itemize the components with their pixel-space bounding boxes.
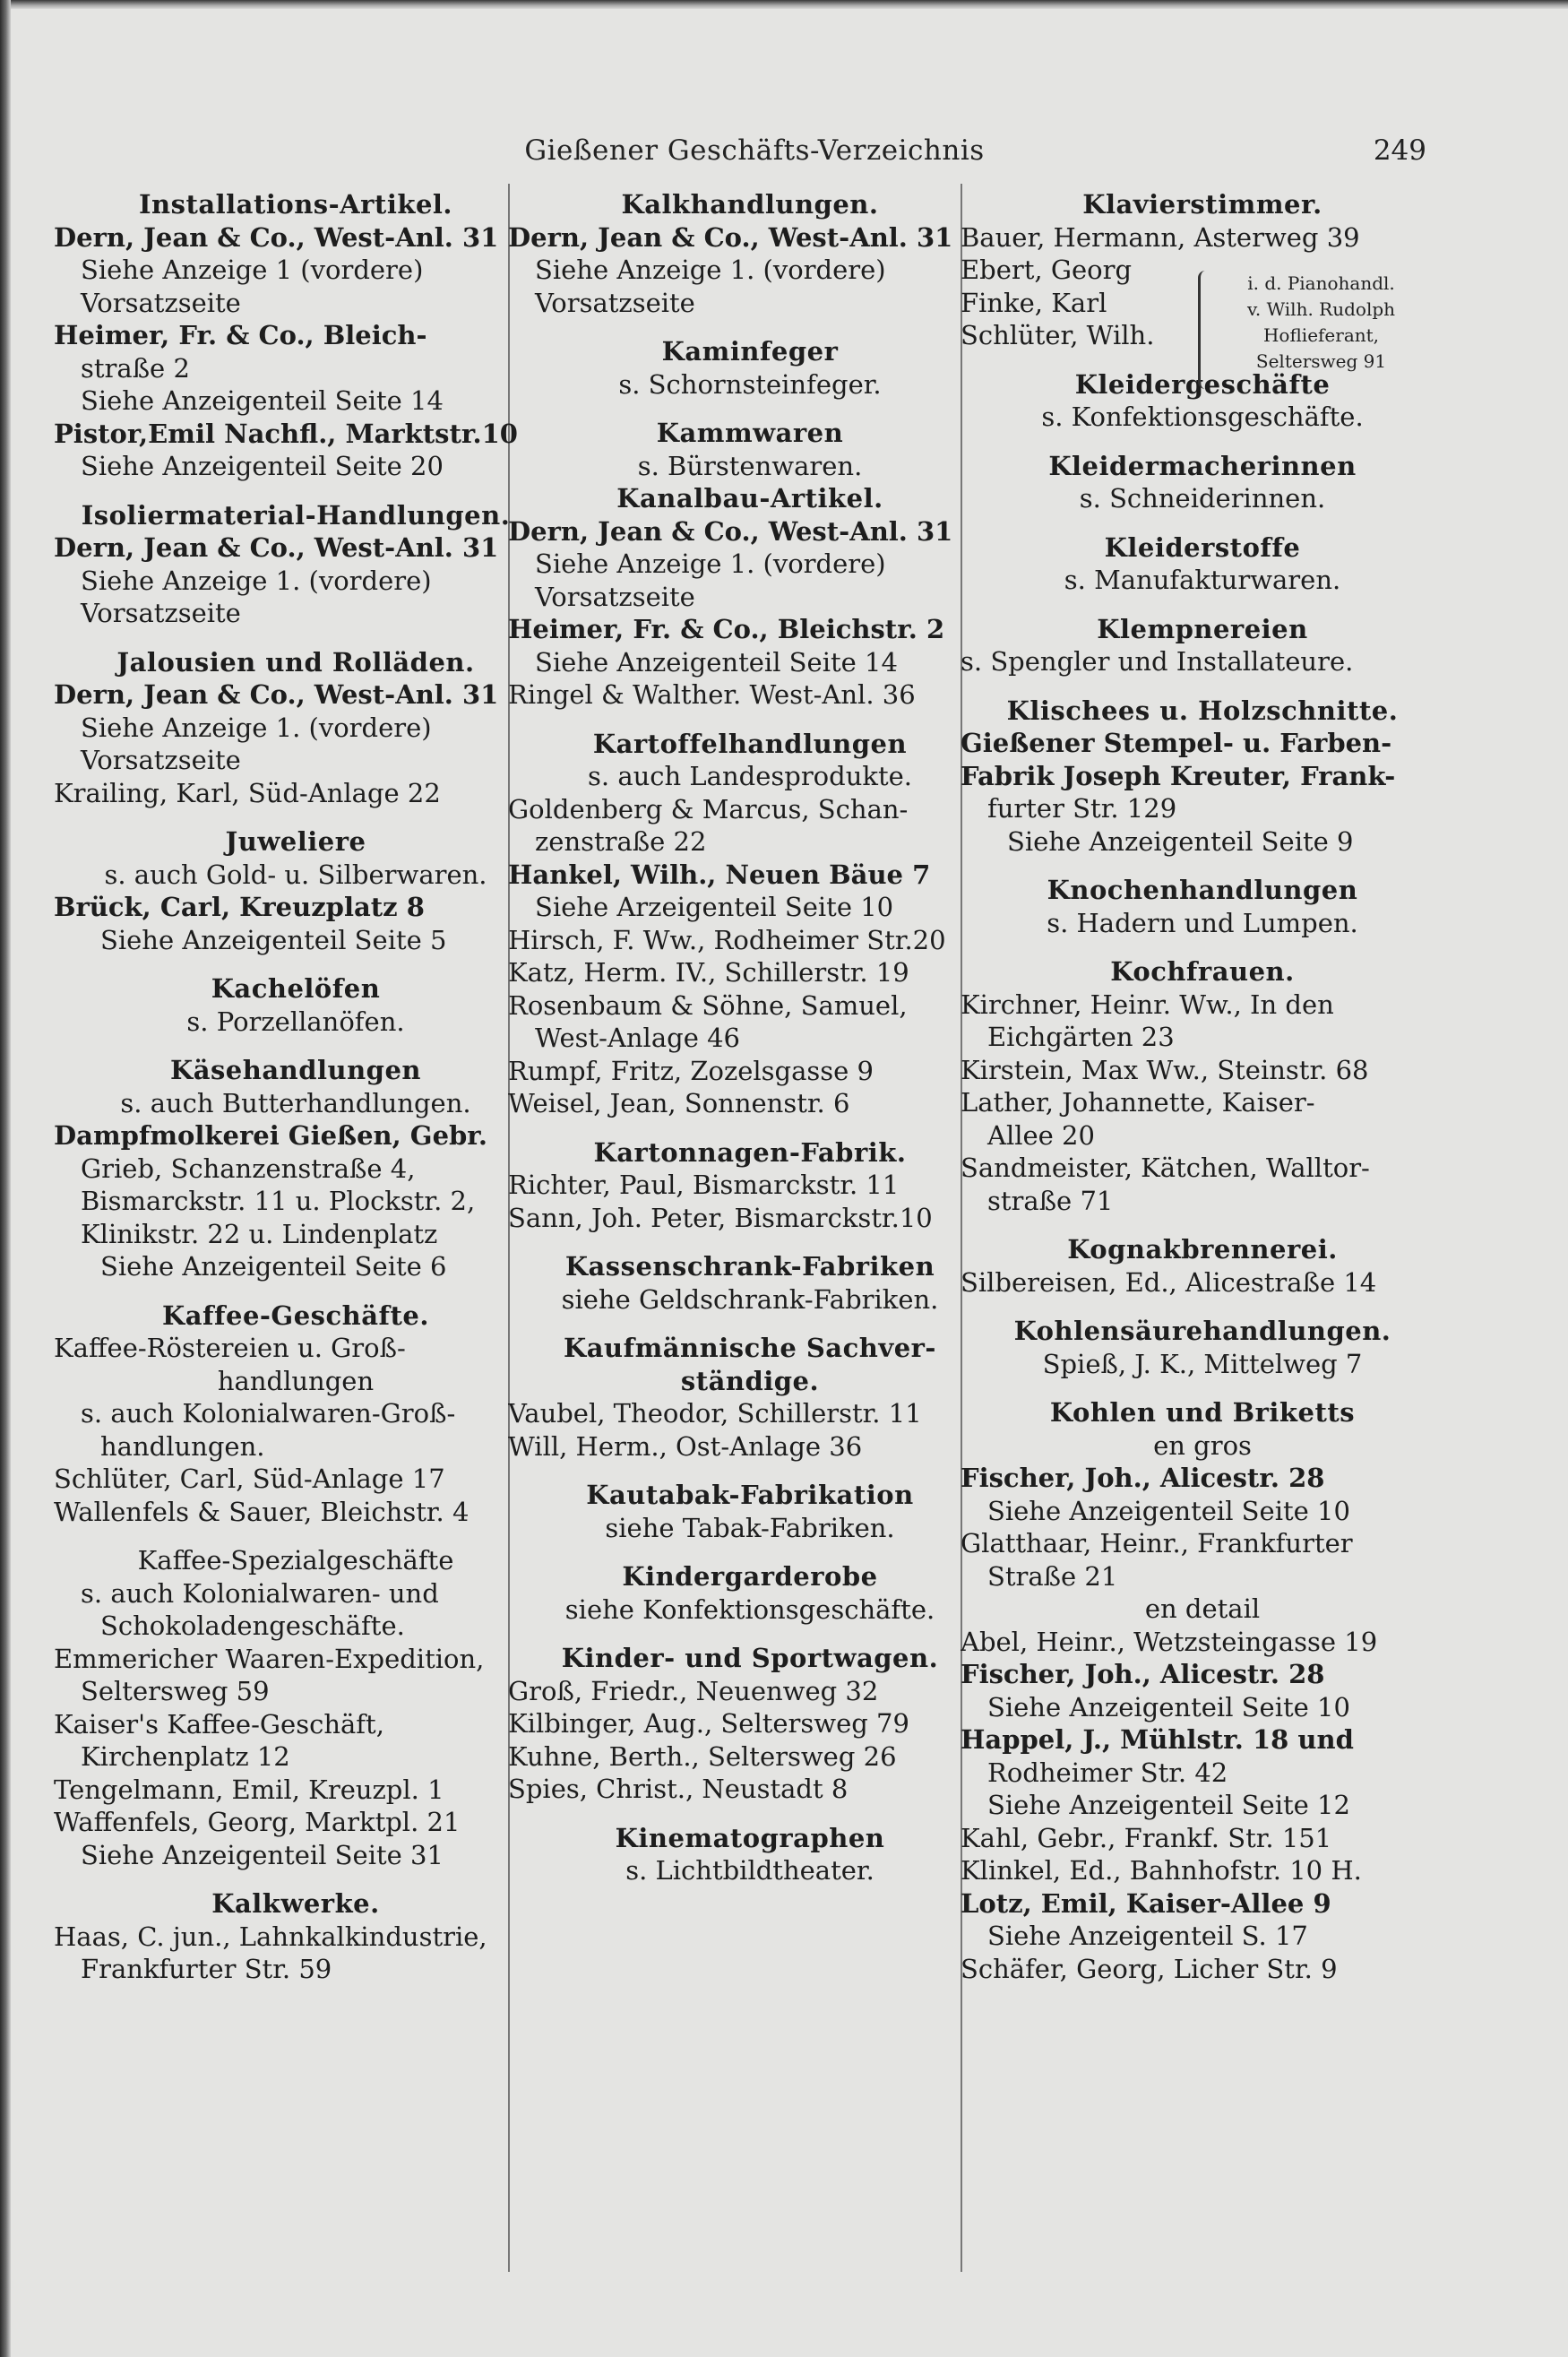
advertiser-entry: Heimer, Fr. & Co., Bleich-: [54, 320, 427, 350]
spacer: [54, 956, 538, 972]
entry-line: Bauer, Hermann, Asterweg 39: [961, 221, 1360, 253]
brace-note-line: i. d. Pianohandl.: [1247, 272, 1395, 294]
cross-reference: Spieß, J. K., Mittelweg 7: [1042, 1348, 1363, 1379]
entry-line: Grieb, Schanzenstraße 4,: [81, 1153, 416, 1184]
cross-reference: en detail: [1144, 1593, 1261, 1624]
spacer: [508, 401, 992, 417]
advertiser-entry: Heimer, Fr. & Co., Bleichstr. 2: [508, 614, 945, 644]
brace-note-line: v. Wilh. Rudolph: [1246, 298, 1396, 320]
entry-line: Siehe Anzeige 1. (vordere): [535, 548, 886, 579]
cross-reference: s. Bürstenwaren.: [637, 450, 863, 481]
entry-line: Kaiser's Kaffee-Geschäft,: [54, 1708, 384, 1740]
category-heading: Kammwaren: [656, 418, 844, 448]
category-heading: Käsehandlungen: [169, 1055, 421, 1085]
cross-reference: s. Porzellanöfen.: [186, 1006, 405, 1037]
category-heading: Klischees u. Holzschnitte.: [1006, 695, 1399, 726]
entry-line: Siehe Anzeige 1. (vordere): [81, 565, 432, 596]
entry-line: Vorsatzseite: [81, 745, 241, 775]
category-heading: Kartoffelhandlungen: [592, 728, 908, 759]
entry-line: Lather, Johannette, Kaiser-: [961, 1087, 1315, 1118]
entry-line: s. auch Kolonialwaren- und: [81, 1577, 439, 1609]
cross-reference: s. Schornsteinfeger.: [618, 368, 882, 400]
entry-line: West-Anlage 46: [535, 1023, 740, 1053]
entry-line: zenstraße 22: [535, 826, 707, 857]
entry-line: Vorsatzseite: [81, 598, 241, 628]
klavierstimmer-brace-group: [961, 265, 1444, 396]
advertiser-entry: Dern, Jean & Co., West-Anl. 31: [54, 532, 499, 563]
entry-line: Haas, C. jun., Lahnkalkindustrie,: [54, 1921, 487, 1952]
entry-line: Will, Herm., Ost-Anlage 36: [508, 1430, 863, 1462]
curly-brace: [1198, 271, 1215, 389]
category-heading: Kognakbrennerei.: [1067, 1234, 1338, 1265]
advertiser-entry: Dern, Jean & Co., West-Anl. 31: [508, 515, 953, 547]
cross-reference: s. Konfektionsgeschäfte.: [1041, 401, 1364, 432]
entry-line: Krailing, Karl, Süd-Anlage 22: [54, 777, 441, 808]
category-heading: Isoliermaterial-Handlungen.: [81, 499, 511, 531]
category-heading: Kalkwerke.: [211, 1888, 380, 1919]
entry-line: Hirsch, F. Ww., Rodheimer Str.20: [508, 924, 946, 955]
entry-line: Siehe Anzeigenteil S. 17: [987, 1921, 1308, 1951]
spacer: [508, 319, 992, 335]
page-binding-edge: [0, 0, 11, 2357]
category-heading: Kautabak-Fabrikation: [586, 1480, 914, 1510]
category-heading: Kinematographen: [615, 1822, 885, 1853]
entry-line: Vorsatzseite: [535, 581, 695, 612]
entry-line: Eichgärten 23: [987, 1022, 1175, 1052]
spacer: [961, 434, 1444, 450]
advertiser-entry: Fischer, Joh., Alicestr. 28: [961, 1463, 1325, 1493]
entry-line: Kirstein, Max Ww., Steinstr. 68: [961, 1054, 1369, 1085]
spacer: [508, 1544, 992, 1560]
spacer: [508, 712, 992, 728]
entry-line: straße 2: [81, 352, 190, 384]
entry-line: Waffenfels, Georg, Marktpl. 21: [54, 1807, 461, 1837]
entry-line: Vorsatzseite: [535, 287, 695, 318]
entry-line: Glatthaar, Heinr., Frankfurter: [961, 1528, 1353, 1558]
cross-reference: siehe Konfektionsgeschäfte.: [564, 1593, 935, 1625]
advertiser-entry: Dern, Jean & Co., West-Anl. 31: [54, 221, 499, 253]
category-heading: Jalousien und Rolläden.: [116, 646, 475, 678]
advertiser-entry: Dern, Jean & Co., West-Anl. 31: [508, 221, 953, 253]
cross-reference: s. auch Landesprodukte.: [588, 761, 912, 791]
entry-line: Schlüter, Carl, Süd-Anlage 17: [54, 1463, 445, 1494]
entry-line: Siehe Anzeigenteil Seite 9: [1007, 825, 1354, 857]
entry-line: Vorsatzseite: [81, 287, 241, 318]
entry-line: Kirchner, Heinr. Ww., In den: [961, 989, 1334, 1020]
entry-line: Klinkel, Ed., Bahnhofstr. 10 H.: [961, 1855, 1362, 1886]
entry-line: Ebert, Georg: [961, 255, 1133, 285]
entry-line: Siehe Anzeigenteil Seite 20: [81, 451, 444, 481]
spacer: [961, 515, 1444, 531]
spacer: [508, 1806, 992, 1822]
entry-line: Siehe Arzeigenteil Seite 10: [535, 892, 894, 922]
entry-line: Rumpf, Fritz, Zozelsgasse 9: [508, 1055, 874, 1086]
category-heading: Kindergarderobe: [622, 1561, 878, 1592]
page-number: 249: [1373, 134, 1426, 167]
spacer: [54, 630, 538, 646]
category-heading: Kassenschrank-Fabriken: [564, 1251, 935, 1282]
category-heading: Kochfrauen.: [1110, 956, 1295, 987]
spacer: [961, 597, 1444, 613]
entry-line: Bismarckstr. 11 u. Plockstr. 2,: [81, 1186, 476, 1216]
spacer: [508, 1626, 992, 1642]
spacer: [961, 1380, 1444, 1396]
entry-line: Kirchenplatz 12: [81, 1741, 290, 1772]
entry-line: Kuhne, Berth., Seltersweg 26: [508, 1740, 897, 1772]
advertiser-entry: Brück, Carl, Kreuzplatz 8: [54, 892, 425, 922]
spacer: [508, 1463, 992, 1479]
entry-line: Klinikstr. 22 u. Lindenplatz: [81, 1218, 438, 1249]
cross-reference: siehe Geldschrank-Fabriken.: [561, 1283, 939, 1315]
entry-line: Sandmeister, Kätchen, Walltor-: [961, 1153, 1370, 1183]
entry-line: Schlüter, Wilh.: [961, 320, 1155, 350]
spacer: [508, 1316, 992, 1332]
category-heading: Kaufmännische Sachver-: [564, 1333, 936, 1363]
cross-reference: s. Schneiderinnen.: [1079, 483, 1326, 514]
cross-reference: s. Manufakturwaren.: [1064, 565, 1341, 595]
category-heading: Kachelöfen: [211, 973, 381, 1004]
entry-line: Siehe Anzeige 1 (vordere): [81, 255, 424, 285]
cross-reference: s. auch Butterhandlungen.: [120, 1087, 471, 1118]
entry-line: Straße 21: [987, 1560, 1118, 1592]
brace-note-line: Seltersweg 91: [1255, 350, 1387, 372]
cross-reference: s. Lichtbildtheater.: [625, 1855, 874, 1886]
cross-reference: s. auch Gold- u. Silberwaren.: [104, 859, 487, 890]
entry-line: straße 71: [987, 1185, 1114, 1216]
spacer: [54, 1871, 538, 1887]
category-heading: Klempnereien: [1097, 613, 1308, 644]
entry-line: Finke, Karl: [961, 287, 1107, 318]
entry-line: Spies, Christ., Neustadt 8: [508, 1774, 849, 1804]
entry-line: Siehe Anzeigenteil Seite 10: [987, 1691, 1350, 1722]
entry-line: Rosenbaum & Söhne, Samuel,: [508, 989, 908, 1021]
advertiser-entry: Dern, Jean & Co., West-Anl. 31: [54, 679, 499, 710]
entry-line: Siehe Anzeigenteil Seite 14: [535, 646, 898, 678]
directory-column-1: [54, 188, 538, 1986]
advertiser-entry: Lotz, Emil, Kaiser-Allee 9: [961, 1887, 1331, 1919]
category-heading: Kohlensäurehandlungen.: [1013, 1316, 1391, 1346]
advertiser-entry: Happel, J., Mühlstr. 18 und: [961, 1724, 1354, 1755]
entry-line: Silbereisen, Ed., Alicestraße 14: [961, 1266, 1377, 1298]
entry-line: Katz, Herm. IV., Schillerstr. 19: [508, 957, 909, 988]
entry-line: Kaffee-Röstereien u. Groß-: [54, 1333, 406, 1363]
brace-note: [1220, 271, 1422, 375]
entry-line: s. Spengler und Installateure.: [961, 646, 1354, 677]
spacer: [54, 1283, 538, 1299]
spacer: [508, 1234, 992, 1250]
entry-line: furter Str. 129: [987, 793, 1177, 824]
entry-line: Siehe Anzeigenteil Seite 31: [81, 1839, 444, 1870]
spacer: [54, 1038, 538, 1054]
cross-reference: s. Hadern und Lumpen.: [1047, 907, 1358, 938]
advertiser-entry: Hankel, Wilh., Neuen Bäue 7: [508, 859, 931, 890]
entry-line: Richter, Paul, Bismarckstr. 11: [508, 1170, 900, 1200]
spacer: [961, 939, 1444, 955]
entry-line: Frankfurter Str. 59: [81, 1954, 332, 1984]
entry-line: Kilbinger, Aug., Seltersweg 79: [508, 1708, 909, 1739]
entry-line: Vaubel, Theodor, Schillerstr. 11: [508, 1398, 922, 1429]
running-header: Gießener Geschäfts-Verzeichnis: [524, 134, 985, 167]
entry-line: Abel, Heinr., Wetzsteingasse 19: [961, 1626, 1378, 1657]
entry-line: Schäfer, Georg, Licher Str. 9: [961, 1953, 1338, 1984]
category-heading: Kaminfeger: [661, 336, 839, 367]
advertiser-entry: Gießener Stempel- u. Farben-: [961, 728, 1392, 758]
category-heading: Kartonnagen-Fabrik.: [593, 1136, 907, 1168]
entry-line: Siehe Anzeige 1. (vordere): [81, 712, 432, 743]
advertiser-entry: Dampfmolkerei Gießen, Gebr.: [54, 1120, 488, 1151]
spacer: [961, 858, 1444, 874]
entry-line: handlungen.: [100, 1430, 265, 1462]
entry-line: Goldenberg & Marcus, Schan-: [508, 793, 909, 825]
entry-line: Ringel & Walther. West-Anl. 36: [508, 679, 916, 710]
entry-line: Siehe Anzeigenteil Seite 6: [100, 1251, 447, 1282]
cross-reference: en gros: [1153, 1429, 1252, 1461]
category-heading: ständige.: [680, 1365, 820, 1396]
spacer: [508, 1120, 992, 1136]
entry-line: Weisel, Jean, Sonnenstr. 6: [508, 1088, 850, 1118]
entry-line: Seltersweg 59: [81, 1676, 270, 1706]
category-heading: Kleiderstoffe: [1104, 531, 1301, 563]
entry-line: Rodheimer Str. 42: [987, 1757, 1228, 1788]
advertiser-entry: Fischer, Joh., Alicestr. 28: [961, 1659, 1325, 1689]
category-heading: Knochenhandlungen: [1047, 875, 1358, 905]
spacer: [54, 809, 538, 825]
entry-line: Wallenfels & Sauer, Bleichstr. 4: [54, 1496, 470, 1527]
spacer: [961, 1217, 1444, 1233]
entry-line: Emmericher Waaren-Expedition,: [54, 1643, 485, 1674]
category-heading: Kleidergeschäfte: [1074, 368, 1331, 400]
category-heading: Kanalbau-Artikel.: [616, 483, 883, 514]
category-heading: Kalkhandlungen.: [621, 189, 879, 220]
directory-column-2: [508, 188, 992, 1887]
advertiser-entry: Fabrik Joseph Kreuter, Frank-: [961, 760, 1396, 791]
entry-line: Siehe Anzeigenteil Seite 14: [81, 385, 444, 416]
category-heading: Kleidermacherinnen: [1048, 450, 1357, 481]
category-heading: Kinder- und Sportwagen.: [561, 1643, 939, 1673]
page-top-edge: [0, 0, 1568, 9]
directory-column-3: [961, 188, 1444, 1985]
entry-line: Siehe Anzeigenteil Seite 10: [987, 1495, 1350, 1526]
entry-line: Tengelmann, Emil, Kreuzpl. 1: [54, 1774, 444, 1805]
category-heading: Installations-Artikel.: [138, 189, 453, 220]
entry-line: Groß, Friedr., Neuenweg 32: [508, 1675, 879, 1706]
entry-line: Sann, Joh. Peter, Bismarckstr.10: [508, 1202, 933, 1233]
spacer: [54, 1528, 538, 1544]
category-heading: Kohlen und Briketts: [1049, 1397, 1356, 1428]
entry-line: s. auch Kolonialwaren-Groß-: [81, 1398, 456, 1429]
advertiser-entry: Pistor,Emil Nachfl., Marktstr.10: [54, 418, 518, 449]
category-heading: Juweliere: [225, 826, 366, 857]
entry-line: Allee 20: [987, 1119, 1095, 1151]
cross-reference: handlungen: [217, 1365, 375, 1396]
category-heading: Klavierstimmer.: [1082, 189, 1322, 220]
category-heading: Kaffee-Geschäfte.: [162, 1299, 429, 1331]
entry-line: Siehe Anzeige 1. (vordere): [535, 255, 886, 285]
spacer: [961, 1299, 1444, 1315]
entry-line: Siehe Anzeigenteil Seite 5: [100, 924, 447, 955]
spacer: [54, 483, 538, 499]
spacer: [961, 678, 1444, 695]
entry-line: Schokoladengeschäfte.: [100, 1610, 405, 1641]
brace-note-line: Hoflieferant,: [1262, 324, 1380, 346]
cross-reference: Kaffee-Spezialgeschäfte: [137, 1545, 454, 1576]
entry-line: Kahl, Gebr., Frankf. Str. 151: [961, 1822, 1332, 1853]
cross-reference: siehe Tabak-Fabriken.: [605, 1512, 895, 1543]
entry-line: Siehe Anzeigenteil Seite 12: [987, 1790, 1350, 1820]
